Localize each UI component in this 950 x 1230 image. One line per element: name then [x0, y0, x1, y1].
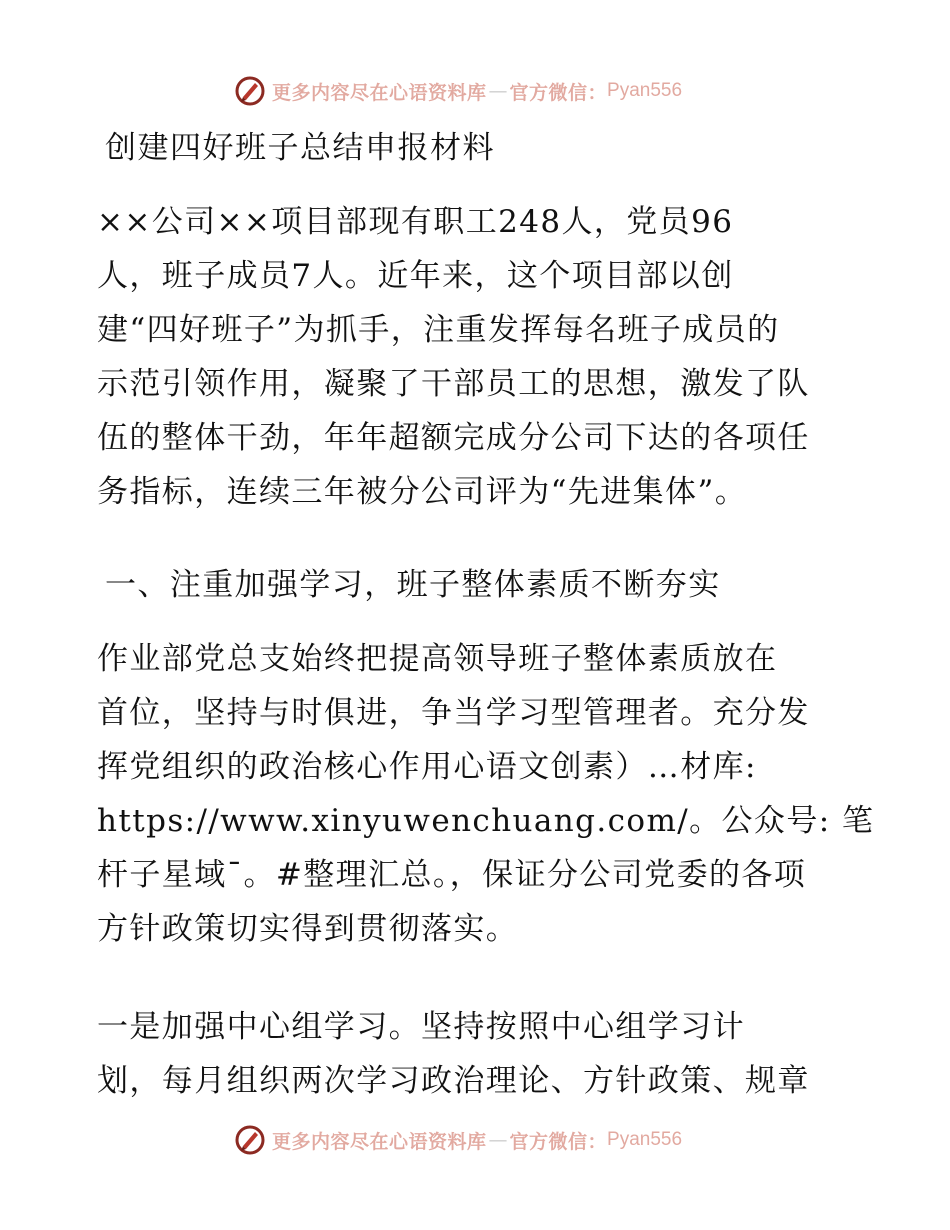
- text-line: 划，每月组织两次学习政治理论、方针政策、规章: [97, 1063, 810, 1099]
- text-line: 作业部党总支始终把提高领导班子整体素质放在: [97, 641, 778, 677]
- watermark-label: 官方微信：: [509, 81, 608, 104]
- text-line: 首位，坚持与时俱进，争当学习型管理者。充分发: [97, 695, 810, 731]
- pen-seal-logo-icon: [234, 75, 266, 107]
- text-line: 务指标，连续三年被分公司评为“先进集体”。: [97, 474, 748, 510]
- text-line: 示范引领作用，凝聚了干部员工的思想，激发了队: [97, 366, 810, 402]
- point-paragraph: [97, 1000, 857, 1108]
- section-heading: 一、注重加强学习，班子整体素质不断夯实: [105, 567, 721, 603]
- text-line: 建“四好班子”为抓手，注重发挥每名班子成员的: [97, 312, 780, 348]
- text-line: ××公司××项目部现有职工248人，党员96: [97, 204, 734, 240]
- text-line: 伍的整体干劲，年年超额完成分公司下达的各项任: [97, 420, 810, 456]
- watermark-account: Pyan556: [607, 80, 683, 101]
- text-line: 杆子星域¯。#整理汇总。，保证分公司党委的各项: [97, 857, 807, 893]
- text-line: 方针政策切实得到贯彻落实。: [97, 911, 519, 947]
- watermark-header: [234, 73, 682, 109]
- text-line: 一是加强中心组学习。坚持按照中心组学习计: [97, 1009, 745, 1045]
- text-line: 挥党组织的政治核心作用心语文创素）…材库:: [97, 749, 757, 785]
- text-line: 人，班子成员7人。近年来，这个项目部以创: [97, 258, 734, 294]
- watermark-footer: [234, 1122, 682, 1158]
- watermark-account: Pyan556: [607, 1129, 683, 1150]
- watermark-separator: —: [488, 80, 508, 102]
- text-line: https://www.xinyuwenchuang.com/。公众号: 笔: [97, 803, 875, 839]
- watermark-text: 更多内容尽在心语资料库: [272, 1130, 487, 1153]
- watermark-separator: —: [488, 1129, 508, 1151]
- intro-paragraph: [97, 195, 857, 519]
- section-paragraph: [97, 632, 875, 956]
- watermark-text: 更多内容尽在心语资料库: [272, 81, 487, 104]
- document-title: 创建四好班子总结申报材料: [105, 130, 495, 166]
- pen-seal-logo-icon: [234, 1124, 266, 1156]
- watermark-label: 官方微信：: [509, 1130, 608, 1153]
